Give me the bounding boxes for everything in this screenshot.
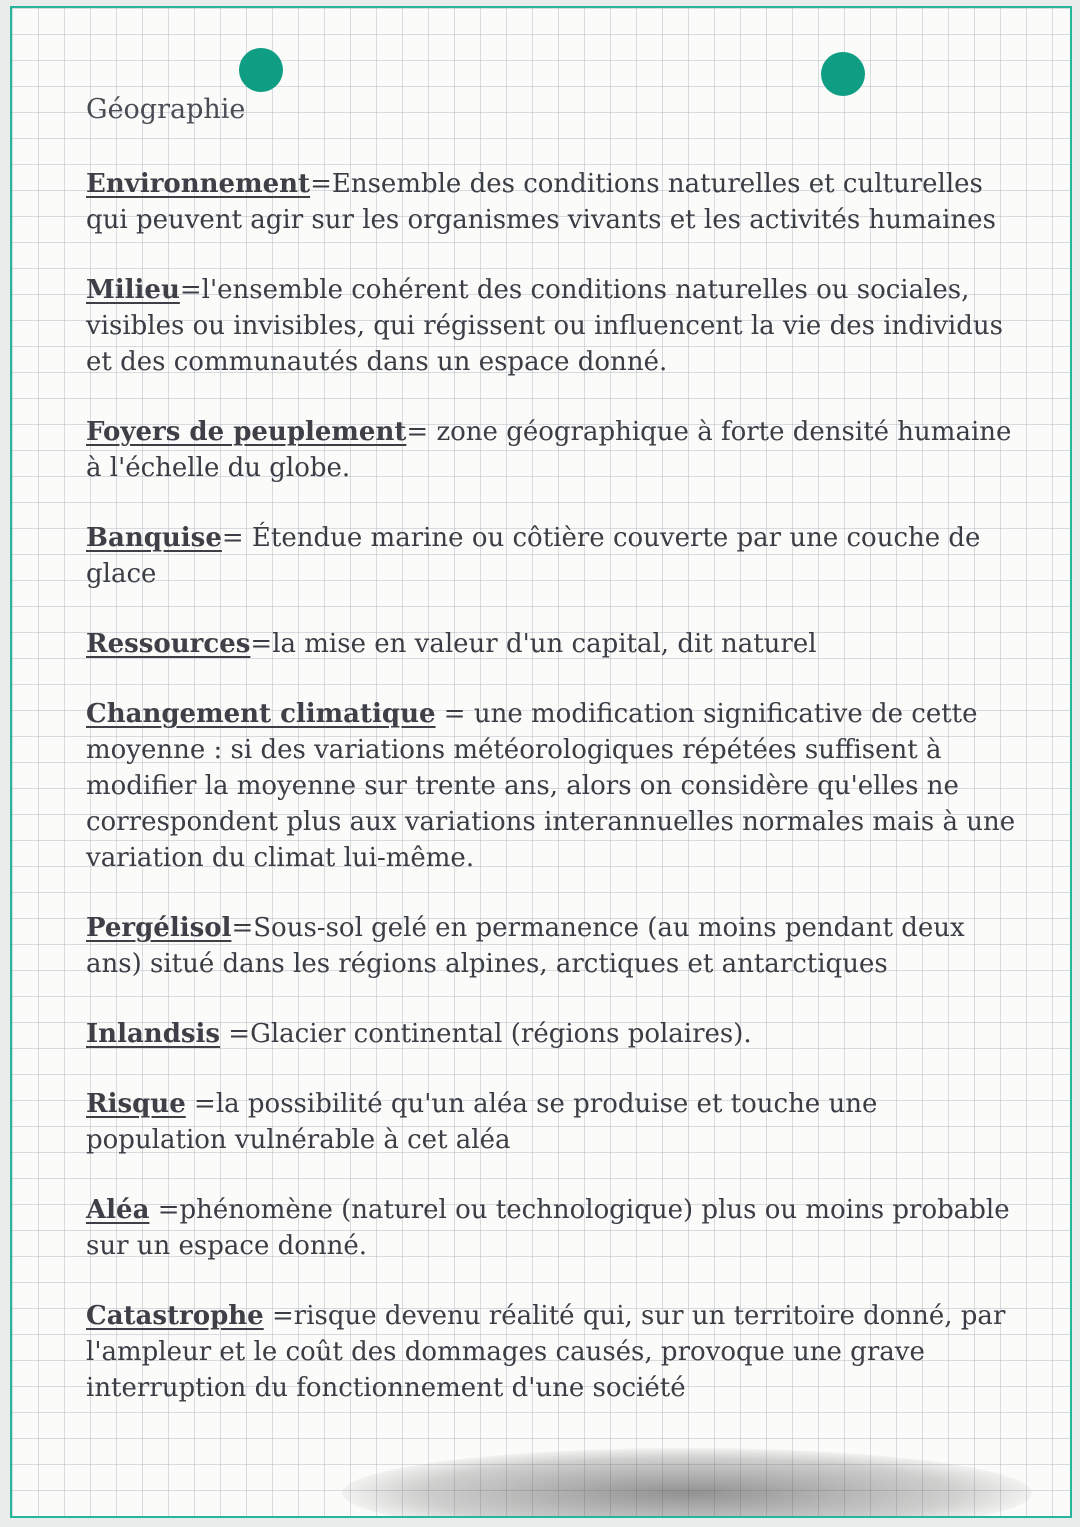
definition-text: zone géographique à forte densité humaine à l'échelle du globe. xyxy=(86,417,1012,483)
notes-content xyxy=(86,92,1016,1440)
separator: = xyxy=(263,1301,294,1331)
separator: = xyxy=(406,417,429,447)
definition-foyers-de-peuplement xyxy=(86,414,1016,486)
punch-hole-left xyxy=(239,48,283,92)
separator: = xyxy=(221,523,244,553)
definition-banquise xyxy=(86,520,1016,592)
separator: = xyxy=(435,699,474,729)
separator: = xyxy=(310,169,332,199)
definition-text: la possibilité qu'un aléa se produise et touche une population vulnérable à cet aléa xyxy=(86,1089,878,1155)
term: Aléa xyxy=(86,1195,150,1225)
definition-ressources xyxy=(86,626,1016,662)
hand-shadow xyxy=(342,1448,1032,1518)
separator: = xyxy=(250,629,273,659)
definition-text: une modification significative de cette moyenne : si des variations météorologiques répétées suffisent à modifier la moyenne sur trente ans, alors on considère qu'elles ne correspondent plus aux variations interannuelles normales mais à une variation du climat lui-même. xyxy=(86,699,1016,873)
term: Inlandsis xyxy=(86,1019,221,1049)
definition-text: Sous-sol gelé en permanence (au moins pendant deux ans) situé dans les régions alpines, arctiques et antarctiques xyxy=(86,913,965,979)
term: Pergélisol xyxy=(86,913,232,943)
term: Risque xyxy=(86,1089,186,1119)
punch-hole-right xyxy=(821,52,865,96)
term: Milieu xyxy=(86,275,180,305)
term: Changement climatique xyxy=(86,699,436,729)
definition-text: Étendue marine ou côtière couverte par une couche de glace xyxy=(86,523,981,589)
definition-milieu xyxy=(86,272,1016,380)
separator: = xyxy=(185,1089,216,1119)
definition-pergelisol xyxy=(86,910,1016,982)
term: Ressources xyxy=(86,629,251,659)
definition-text: risque devenu réalité qui, sur un territoire donné, par l'ampleur et le coût des dommages causés, provoque une grave interruption du fonctionnement d'une société xyxy=(86,1301,1006,1403)
term: Catastrophe xyxy=(86,1301,264,1331)
definition-inlandsis xyxy=(86,1016,1016,1052)
separator: = xyxy=(231,913,254,943)
definition-environnement xyxy=(86,166,1016,238)
term: Foyers de peuplement xyxy=(86,417,407,447)
definition-alea xyxy=(86,1192,1016,1264)
definition-changement-climatique xyxy=(86,696,1016,876)
definition-text: Glacier continental (régions polaires). xyxy=(250,1019,752,1049)
term: Environnement xyxy=(86,169,311,199)
separator: = xyxy=(179,275,202,305)
definition-text: Ensemble des conditions naturelles et culturelles qui peuvent agir sur les organismes vivants et les activités humaines xyxy=(86,169,996,235)
separator: = xyxy=(220,1019,251,1049)
page-title: Géographie xyxy=(86,94,246,125)
definition-risque xyxy=(86,1086,1016,1158)
notebook-page xyxy=(10,6,1072,1518)
separator: = xyxy=(149,1195,180,1225)
definition-text: phénomène (naturel ou technologique) plus ou moins probable sur un espace donné. xyxy=(86,1195,1010,1261)
definition-text: la mise en valeur d'un capital, dit naturel xyxy=(272,629,817,659)
definition-text: l'ensemble cohérent des conditions naturelles ou sociales, visibles ou invisibles, qui régissent ou influencent la vie des individus et des communautés dans un espace donné. xyxy=(86,275,1003,377)
definition-catastrophe xyxy=(86,1298,1016,1406)
term: Banquise xyxy=(86,523,222,553)
